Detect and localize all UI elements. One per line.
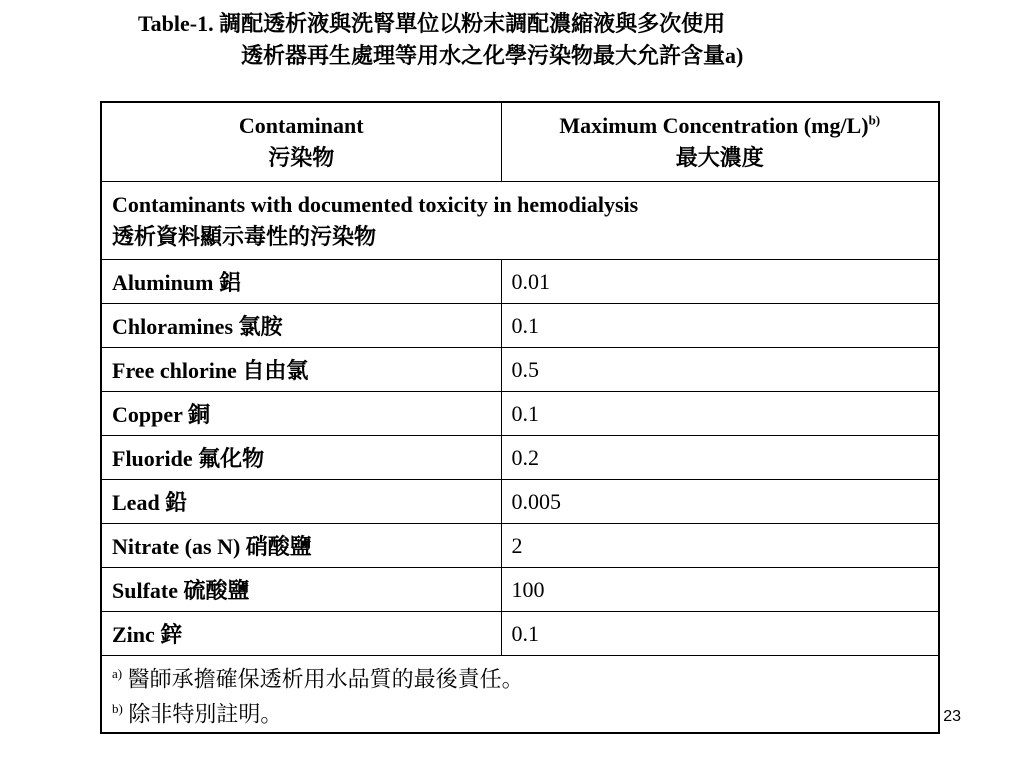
footnote-b-text: 除非特別註明。 bbox=[128, 701, 283, 727]
footnote-a bbox=[112, 659, 928, 694]
table-header-row bbox=[101, 102, 939, 182]
contaminant-value: 0.005 bbox=[501, 480, 939, 524]
footnote-a-mark: a) bbox=[112, 665, 123, 681]
header-contaminant-en: Contaminant bbox=[238, 113, 364, 138]
contaminant-value: 2 bbox=[501, 524, 939, 568]
title-line-1: 調配透析液與洗腎單位以粉末調配濃縮液與多次使用 bbox=[219, 11, 726, 36]
contaminant-name: Nitrate (as N) 硝酸鹽 bbox=[101, 524, 501, 568]
table-row bbox=[101, 436, 939, 480]
table-row bbox=[101, 304, 939, 348]
contaminant-value: 100 bbox=[501, 568, 939, 612]
header-contaminant bbox=[101, 102, 501, 182]
title-line-2: 透析器再生處理等用水之化學污染物最大允許含量 bbox=[241, 43, 726, 68]
footnote-b bbox=[112, 694, 928, 729]
table-title bbox=[138, 8, 938, 72]
table-row bbox=[101, 612, 939, 656]
title-footnote-mark: a) bbox=[725, 43, 744, 68]
footnotes-cell bbox=[101, 656, 939, 734]
contaminant-value: 0.2 bbox=[501, 436, 939, 480]
title-line-2-wrap bbox=[138, 40, 938, 72]
contaminant-name: Free chlorine 自由氯 bbox=[101, 348, 501, 392]
section-cell bbox=[101, 182, 939, 260]
table-row bbox=[101, 568, 939, 612]
footnote-a-text: 醫師承擔確保透析用水品質的最後責任。 bbox=[127, 666, 524, 691]
contaminant-table bbox=[100, 101, 940, 734]
table-row bbox=[101, 348, 939, 392]
section-title-en: Contaminants with documented toxicity in hemodialysis bbox=[112, 191, 639, 217]
table-row bbox=[101, 480, 939, 524]
contaminant-value: 0.1 bbox=[501, 612, 939, 656]
contaminant-value: 0.01 bbox=[501, 260, 939, 304]
footnotes-row bbox=[101, 656, 939, 734]
page-number: 23 bbox=[943, 708, 961, 725]
header-max-concentration-en-wrap bbox=[512, 110, 929, 142]
contaminant-name: Sulfate 硫酸鹽 bbox=[101, 568, 501, 612]
contaminant-name: Copper 銅 bbox=[101, 392, 501, 436]
header-contaminant-zh: 污染物 bbox=[268, 145, 335, 170]
section-title-zh: 透析資料顯示毒性的污染物 bbox=[112, 223, 377, 249]
header-max-concentration-en: Maximum Concentration (mg/L) bbox=[559, 113, 869, 138]
table-row bbox=[101, 392, 939, 436]
header-max-concentration-zh: 最大濃度 bbox=[675, 145, 764, 170]
section-row bbox=[101, 182, 939, 260]
footnote-b-mark: b) bbox=[112, 701, 123, 716]
contaminant-name: Chloramines 氯胺 bbox=[101, 304, 501, 348]
contaminant-name: Aluminum 鋁 bbox=[101, 260, 501, 304]
contaminant-name: Fluoride 氟化物 bbox=[101, 436, 501, 480]
header-max-concentration bbox=[501, 102, 939, 182]
table-row bbox=[101, 260, 939, 304]
contaminant-value: 0.5 bbox=[501, 348, 939, 392]
contaminant-value: 0.1 bbox=[501, 392, 939, 436]
table-row bbox=[101, 524, 939, 568]
contaminant-value: 0.1 bbox=[501, 304, 939, 348]
contaminant-name: Lead 鉛 bbox=[101, 480, 501, 524]
table-label: Table-1. bbox=[138, 11, 214, 36]
header-footnote-mark: b) bbox=[868, 112, 881, 128]
contaminant-name: Zinc 鋅 bbox=[101, 612, 501, 656]
